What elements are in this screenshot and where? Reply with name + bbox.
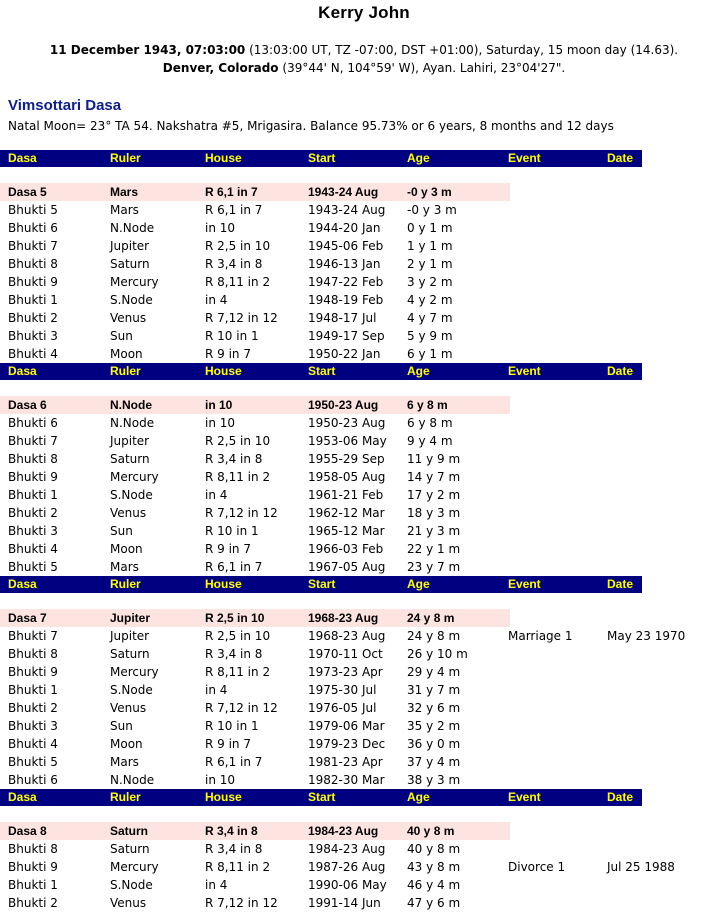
- table-row-dasa: Bhukti 1: [8, 488, 58, 502]
- table-row-age: 14 y 7 m: [407, 470, 461, 484]
- table-row: [0, 876, 728, 894]
- table-column-header: [0, 789, 642, 806]
- column-header-start[interactable]: Start: [308, 151, 336, 165]
- table-row: [0, 717, 728, 735]
- table-row-age: 11 y 9 m: [407, 452, 461, 466]
- table-row-ruler: S.Node: [110, 293, 153, 307]
- table-column-header: [0, 363, 642, 380]
- birth-place-line: [0, 59, 728, 77]
- dasa-block: [0, 150, 728, 363]
- table-row-ruler: Sun: [110, 719, 133, 733]
- table-row-dasa: Bhukti 3: [8, 719, 58, 733]
- table-row-dasa: Bhukti 6: [8, 416, 58, 430]
- dasa-summary-row-ruler: Mars: [110, 185, 139, 199]
- table-row-date: May 23 1970: [607, 629, 686, 643]
- table-row-age: 37 y 4 m: [407, 755, 461, 769]
- column-header-age[interactable]: Age: [407, 577, 430, 591]
- table-row-date: Jul 25 1988: [607, 860, 675, 874]
- table-row: [0, 450, 728, 468]
- column-header-house[interactable]: House: [205, 364, 242, 378]
- column-header-date[interactable]: Date: [607, 790, 634, 804]
- table-row-house: in 10: [205, 221, 236, 235]
- dasa-summary-row-start: 1950-23 Aug: [308, 398, 379, 412]
- column-header-ruler[interactable]: Ruler: [110, 151, 141, 165]
- table-row-house: R 8,11 in 2: [205, 860, 271, 874]
- column-header-ruler[interactable]: Ruler: [110, 577, 141, 591]
- table-row: [0, 627, 728, 645]
- table-row-house: in 10: [205, 773, 236, 787]
- table-row-ruler: S.Node: [110, 683, 153, 697]
- table-row-house: R 8,11 in 2: [205, 665, 271, 679]
- table-row-ruler: Saturn: [110, 842, 150, 856]
- dasa-summary-row-house: R 6,1 in 7: [205, 185, 258, 199]
- table-row-ruler: Jupiter: [110, 629, 150, 643]
- column-header-house[interactable]: House: [205, 577, 242, 591]
- birth-datetime-detail: (13:03:00 UT, TZ -07:00, DST +01:00), Saturday, 15 moon day (14.63).: [249, 43, 679, 57]
- dasa-summary-row-start: 1984-23 Aug: [308, 824, 379, 838]
- table-row-dasa: Bhukti 2: [8, 506, 58, 520]
- table-row-dasa: Bhukti 4: [8, 347, 58, 361]
- dasa-summary-row-age: -0 y 3 m: [407, 185, 452, 199]
- table-row: [0, 894, 728, 912]
- table-row-dasa: Bhukti 9: [8, 470, 58, 484]
- table-row: [0, 219, 728, 237]
- table-row-house: R 9 in 7: [205, 737, 251, 751]
- table-row-ruler: N.Node: [110, 221, 155, 235]
- column-header-event[interactable]: Event: [508, 577, 541, 591]
- table-row-dasa: Bhukti 1: [8, 293, 58, 307]
- table-row-dasa: Bhukti 3: [8, 329, 58, 343]
- dasa-summary-row-dasa: Dasa 7: [8, 611, 47, 625]
- table-row-age: 31 y 7 m: [407, 683, 461, 697]
- table-column-header: [0, 576, 642, 593]
- table-row: [0, 414, 728, 432]
- dasa-summary-row-house: R 3,4 in 8: [205, 824, 258, 838]
- dasa-block: [0, 363, 728, 576]
- table-row-start: 1967-05 Aug: [308, 560, 386, 574]
- table-row-age: 6 y 8 m: [407, 416, 453, 430]
- table-row-start: 1975-30 Jul: [308, 683, 377, 697]
- table-row-house: R 10 in 1: [205, 719, 259, 733]
- table-row-ruler: Moon: [110, 542, 143, 556]
- table-row-age: 21 y 3 m: [407, 524, 461, 538]
- table-row-start: 1945-06 Feb: [308, 239, 384, 253]
- table-row-dasa: Bhukti 6: [8, 221, 58, 235]
- table-row-age: 2 y 1 m: [407, 257, 453, 271]
- table-row-ruler: Saturn: [110, 647, 150, 661]
- table-row-ruler: Sun: [110, 524, 133, 538]
- dasa-summary-row: [0, 822, 728, 840]
- dasa-summary-row-ruler: N.Node: [110, 398, 152, 412]
- dasa-summary-row-age: 24 y 8 m: [407, 611, 455, 625]
- table-row-start: 1979-23 Dec: [308, 737, 386, 751]
- table-row-ruler: Moon: [110, 737, 143, 751]
- dasa-block: [0, 576, 728, 789]
- column-header-age[interactable]: Age: [407, 790, 430, 804]
- table-row-dasa: Bhukti 9: [8, 665, 58, 679]
- table-row-age: 24 y 8 m: [407, 629, 461, 643]
- table-row: [0, 486, 728, 504]
- table-row-age: 46 y 4 m: [407, 878, 461, 892]
- table-row-age: 5 y 9 m: [407, 329, 453, 343]
- table-row-age: 23 y 7 m: [407, 560, 461, 574]
- table-row-age: 6 y 1 m: [407, 347, 453, 361]
- table-row-start: 1961-21 Feb: [308, 488, 384, 502]
- column-header-ruler[interactable]: Ruler: [110, 364, 141, 378]
- table-row-start: 1990-06 May: [308, 878, 387, 892]
- birth-datetime-line: [0, 41, 728, 59]
- table-row-age: 1 y 1 m: [407, 239, 453, 253]
- table-row-house: R 10 in 1: [205, 524, 259, 538]
- table-row-house: R 7,12 in 12: [205, 701, 278, 715]
- table-row-ruler: Saturn: [110, 452, 150, 466]
- table-row-ruler: Jupiter: [110, 434, 150, 448]
- dasa-summary-row-ruler: Jupiter: [110, 611, 151, 625]
- table-row-age: 47 y 6 m: [407, 896, 461, 910]
- table-row: [0, 840, 728, 858]
- table-row-house: R 2,5 in 10: [205, 239, 271, 253]
- table-row-ruler: Mercury: [110, 665, 159, 679]
- table-row-dasa: Bhukti 1: [8, 878, 58, 892]
- column-header-ruler[interactable]: Ruler: [110, 790, 141, 804]
- table-row-start: 1950-23 Aug: [308, 416, 386, 430]
- table-row-dasa: Bhukti 9: [8, 275, 58, 289]
- table-row-house: R 6,1 in 7: [205, 755, 263, 769]
- table-row-age: 3 y 2 m: [407, 275, 453, 289]
- dasa-summary-row-start: 1943-24 Aug: [308, 185, 379, 199]
- table-row-house: in 4: [205, 293, 228, 307]
- table-row-house: R 3,4 in 8: [205, 647, 263, 661]
- table-row-dasa: Bhukti 3: [8, 524, 58, 538]
- table-column-header: [0, 150, 642, 167]
- table-row-house: R 6,1 in 7: [205, 560, 263, 574]
- table-row-age: 36 y 0 m: [407, 737, 461, 751]
- table-row: [0, 201, 728, 219]
- table-row-dasa: Bhukti 8: [8, 257, 58, 271]
- dasa-summary-row-house: R 2,5 in 10: [205, 611, 265, 625]
- table-row-dasa: Bhukti 2: [8, 896, 58, 910]
- table-row: [0, 309, 728, 327]
- dasa-summary-row-house: in 10: [205, 398, 233, 412]
- column-header-age[interactable]: Age: [407, 364, 430, 378]
- table-row-dasa: Bhukti 2: [8, 701, 58, 715]
- table-row-age: 22 y 1 m: [407, 542, 461, 556]
- dasa-summary-row-start: 1968-23 Aug: [308, 611, 379, 625]
- table-row-house: R 2,5 in 10: [205, 434, 271, 448]
- table-row-age: 32 y 6 m: [407, 701, 461, 715]
- table-row-dasa: Bhukti 5: [8, 560, 58, 574]
- column-header-date[interactable]: Date: [607, 151, 634, 165]
- table-row-dasa: Bhukti 7: [8, 434, 58, 448]
- birth-datetime: 11 December 1943, 07:03:00: [49, 43, 246, 57]
- table-row-dasa: Bhukti 2: [8, 311, 58, 325]
- table-row: [0, 504, 728, 522]
- table-row-house: R 8,11 in 2: [205, 275, 271, 289]
- table-row-ruler: Saturn: [110, 257, 150, 271]
- table-row-age: -0 y 3 m: [407, 203, 457, 217]
- table-row-start: 1965-12 Mar: [308, 524, 385, 538]
- table-row-start: 1948-17 Jul: [308, 311, 377, 325]
- table-row-start: 1948-19 Feb: [308, 293, 384, 307]
- header-spacer: [0, 167, 728, 183]
- dasa-summary-row-dasa: Dasa 6: [8, 398, 47, 412]
- header-spacer: [0, 806, 728, 822]
- table-row-start: 1943-24 Aug: [308, 203, 386, 217]
- table-row-start: 1950-22 Jan: [308, 347, 381, 361]
- table-row-dasa: Bhukti 9: [8, 860, 58, 874]
- table-row-start: 1987-26 Aug: [308, 860, 386, 874]
- table-row-start: 1979-06 Mar: [308, 719, 385, 733]
- column-header-event[interactable]: Event: [508, 151, 541, 165]
- table-row-dasa: Bhukti 7: [8, 239, 58, 253]
- table-row-age: 4 y 7 m: [407, 311, 453, 325]
- dasa-summary-row-ruler: Saturn: [110, 824, 149, 838]
- table-row: [0, 237, 728, 255]
- table-row-age: 35 y 2 m: [407, 719, 461, 733]
- column-header-age[interactable]: Age: [407, 151, 430, 165]
- column-header-dasa[interactable]: Dasa: [8, 577, 37, 591]
- table-row-start: 1955-29 Sep: [308, 452, 385, 466]
- table-row-age: 26 y 10 m: [407, 647, 468, 661]
- table-row-start: 1976-05 Jul: [308, 701, 377, 715]
- column-header-date[interactable]: Date: [607, 577, 634, 591]
- page-title: Kerry John: [318, 3, 410, 22]
- table-row-dasa: Bhukti 4: [8, 737, 58, 751]
- table-row-age: 38 y 3 m: [407, 773, 461, 787]
- table-row-dasa: Bhukti 8: [8, 842, 58, 856]
- table-row-ruler: Mercury: [110, 275, 159, 289]
- table-row-start: 1968-23 Aug: [308, 629, 386, 643]
- table-row-start: 1958-05 Aug: [308, 470, 386, 484]
- table-row-start: 1946-13 Jan: [308, 257, 381, 271]
- table-row-start: 1962-12 Mar: [308, 506, 385, 520]
- table-row-dasa: Bhukti 6: [8, 773, 58, 787]
- dasa-summary-row-age: 6 y 8 m: [407, 398, 448, 412]
- table-row-ruler: Mars: [110, 755, 139, 769]
- natal-moon-info: Natal Moon= 23° TA 54. Nakshatra #5, Mrigasira. Balance 95.73% or 6 years, 8 months and 12 days: [8, 119, 614, 133]
- table-row: [0, 522, 728, 540]
- table-row-dasa: Bhukti 7: [8, 629, 58, 643]
- table-row-start: 1982-30 Mar: [308, 773, 385, 787]
- column-header-date[interactable]: Date: [607, 364, 634, 378]
- table-row-start: 1947-22 Feb: [308, 275, 384, 289]
- table-row-age: 4 y 2 m: [407, 293, 453, 307]
- table-row-house: in 4: [205, 488, 228, 502]
- table-row-age: 18 y 3 m: [407, 506, 461, 520]
- column-header-start[interactable]: Start: [308, 790, 336, 804]
- table-row-house: in 10: [205, 416, 236, 430]
- table-row-dasa: Bhukti 1: [8, 683, 58, 697]
- table-row: [0, 753, 728, 771]
- table-row-house: R 2,5 in 10: [205, 629, 271, 643]
- table-row: [0, 540, 728, 558]
- table-row: [0, 645, 728, 663]
- dasa-summary-row: [0, 396, 728, 414]
- table-row-age: 0 y 1 m: [407, 221, 453, 235]
- table-row-age: 29 y 4 m: [407, 665, 461, 679]
- table-row-dasa: Bhukti 5: [8, 203, 58, 217]
- table-row-start: 1949-17 Sep: [308, 329, 385, 343]
- table-row-dasa: Bhukti 8: [8, 452, 58, 466]
- table-row-ruler: Venus: [110, 506, 147, 520]
- table-row-ruler: S.Node: [110, 878, 153, 892]
- column-header-start[interactable]: Start: [308, 577, 336, 591]
- table-row-age: 17 y 2 m: [407, 488, 461, 502]
- table-row-ruler: Sun: [110, 329, 133, 343]
- table-row: [0, 255, 728, 273]
- birth-coordinates-ayanamsa: (39°44' N, 104°59' W), Ayan. Lahiri, 23°04'27".: [282, 61, 566, 75]
- table-row-house: R 8,11 in 2: [205, 470, 271, 484]
- section-heading: Vimsottari Dasa: [8, 97, 122, 114]
- dasa-table: [0, 150, 728, 912]
- table-row: [0, 858, 728, 876]
- column-header-dasa[interactable]: Dasa: [8, 790, 37, 804]
- table-row: [0, 291, 728, 309]
- birth-details: [0, 41, 728, 77]
- table-row-house: R 7,12 in 12: [205, 896, 278, 910]
- table-row-start: 1991-14 Jun: [308, 896, 381, 910]
- table-row-house: R 10 in 1: [205, 329, 259, 343]
- table-row: [0, 273, 728, 291]
- table-row-dasa: Bhukti 4: [8, 542, 58, 556]
- table-row-age: 43 y 8 m: [407, 860, 461, 874]
- table-row-house: R 3,4 in 8: [205, 257, 263, 271]
- dasa-summary-row: [0, 183, 728, 201]
- dasa-summary-row-dasa: Dasa 8: [8, 824, 47, 838]
- table-row-start: 1970-11 Oct: [308, 647, 383, 661]
- table-row-start: 1966-03 Feb: [308, 542, 384, 556]
- table-row-ruler: Jupiter: [110, 239, 150, 253]
- column-header-start[interactable]: Start: [308, 364, 336, 378]
- table-row: [0, 681, 728, 699]
- table-row-ruler: Venus: [110, 896, 147, 910]
- table-row: [0, 558, 728, 576]
- table-row-ruler: Mars: [110, 560, 139, 574]
- column-header-event[interactable]: Event: [508, 790, 541, 804]
- table-row: [0, 663, 728, 681]
- dasa-summary-row-dasa: Dasa 5: [8, 185, 47, 199]
- table-row: [0, 432, 728, 450]
- table-row-ruler: S.Node: [110, 488, 153, 502]
- dasa-summary-row: [0, 609, 728, 627]
- column-header-event[interactable]: Event: [508, 364, 541, 378]
- table-row: [0, 345, 728, 363]
- table-row-start: 1981-23 Apr: [308, 755, 383, 769]
- table-row-house: R 3,4 in 8: [205, 842, 263, 856]
- table-row: [0, 327, 728, 345]
- table-row-house: R 7,12 in 12: [205, 506, 278, 520]
- birth-place: Denver, Colorado: [162, 61, 279, 75]
- column-header-dasa[interactable]: Dasa: [8, 151, 37, 165]
- table-row-house: R 9 in 7: [205, 347, 251, 361]
- table-row: [0, 468, 728, 486]
- table-row-start: 1984-23 Aug: [308, 842, 386, 856]
- table-row-start: 1973-23 Apr: [308, 665, 383, 679]
- table-row-event: Marriage 1: [508, 629, 573, 643]
- table-row: [0, 735, 728, 753]
- table-row-house: R 6,1 in 7: [205, 203, 263, 217]
- table-row-ruler: Moon: [110, 347, 143, 361]
- header-spacer: [0, 593, 728, 609]
- column-header-dasa[interactable]: Dasa: [8, 364, 37, 378]
- table-row: [0, 771, 728, 789]
- table-row-house: R 3,4 in 8: [205, 452, 263, 466]
- table-row-start: 1944-20 Jan: [308, 221, 381, 235]
- table-row-event: Divorce 1: [508, 860, 566, 874]
- table-row-house: in 4: [205, 878, 228, 892]
- column-header-house[interactable]: House: [205, 790, 242, 804]
- table-row-ruler: N.Node: [110, 773, 155, 787]
- table-row-ruler: Mars: [110, 203, 139, 217]
- table-row: [0, 699, 728, 717]
- table-row-ruler: Mercury: [110, 860, 159, 874]
- header-spacer: [0, 380, 728, 396]
- dasa-summary-row-age: 40 y 8 m: [407, 824, 455, 838]
- table-row-ruler: N.Node: [110, 416, 155, 430]
- table-row-house: R 7,12 in 12: [205, 311, 278, 325]
- dasa-block: [0, 789, 728, 912]
- table-row-dasa: Bhukti 8: [8, 647, 58, 661]
- table-row-dasa: Bhukti 5: [8, 755, 58, 769]
- table-row-ruler: Mercury: [110, 470, 159, 484]
- table-row-start: 1953-06 May: [308, 434, 387, 448]
- table-row-house: in 4: [205, 683, 228, 697]
- table-row-house: R 9 in 7: [205, 542, 251, 556]
- table-row-age: 40 y 8 m: [407, 842, 461, 856]
- table-row-ruler: Venus: [110, 311, 147, 325]
- column-header-house[interactable]: House: [205, 151, 242, 165]
- table-row-age: 9 y 4 m: [407, 434, 453, 448]
- table-row-ruler: Venus: [110, 701, 147, 715]
